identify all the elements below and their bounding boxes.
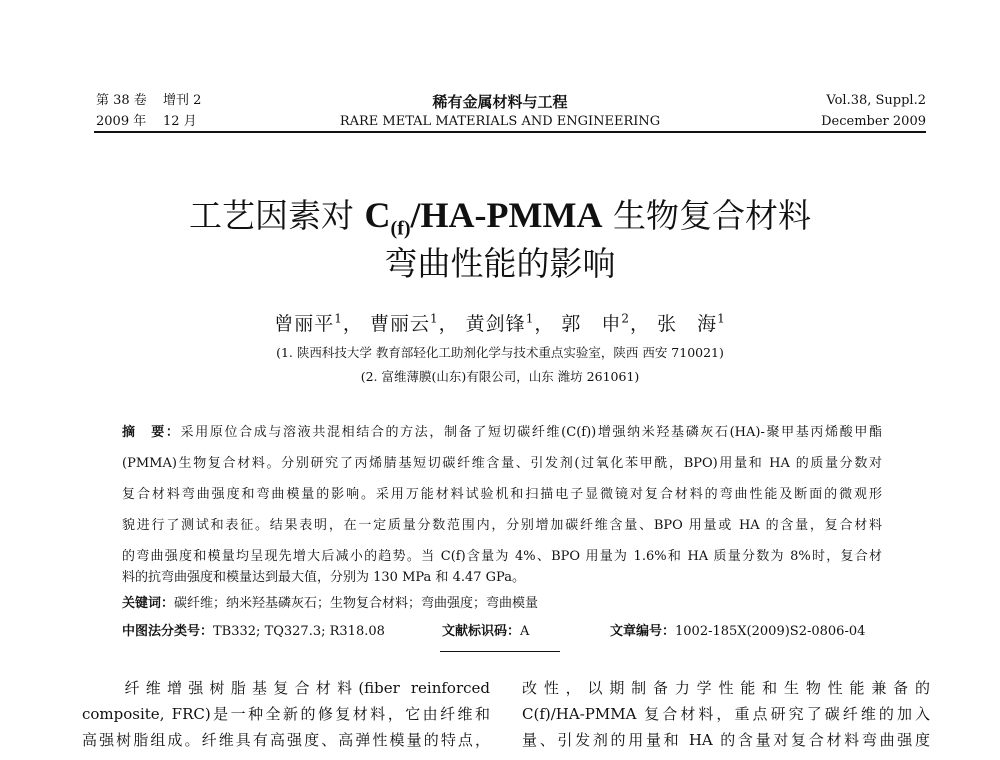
journal-title-en: RARE METAL MATERIALS AND ENGINEERING bbox=[339, 114, 661, 129]
title-subscript: (f) bbox=[390, 217, 411, 240]
paper-title-line2: 弯曲性能的影响 bbox=[384, 244, 616, 283]
keywords bbox=[122, 592, 538, 611]
clc-number bbox=[122, 620, 385, 639]
issue: 增刊 2 bbox=[163, 93, 202, 108]
article-value: 1002-185X(2009)S2-0806-04 bbox=[675, 624, 866, 639]
author: 郭 申$^2$ bbox=[561, 311, 631, 335]
paper-title-line1 bbox=[0, 190, 1000, 241]
year: 2009 年 bbox=[96, 114, 147, 129]
body-right-line: 改性，以期制备力学性能和生物性能兼备的 bbox=[522, 679, 930, 697]
document-code bbox=[442, 620, 529, 639]
author-list: 曾丽平$^1$， 曹丽云$^1$， 黄剑锋$^1$， 郭 申$^2$， 张 海$^1$ bbox=[274, 311, 726, 335]
abstract-text: 采用原位合成与溶液共混相结合的方法，制备了短切碳纤维(C(f))增强纳米羟基磷灰石(HA)-聚甲基丙烯酸甲酯 bbox=[180, 425, 882, 440]
volume: 第 38 卷 bbox=[96, 93, 147, 108]
author: 曾丽平$^1$ bbox=[274, 311, 343, 335]
doc-value: A bbox=[520, 624, 530, 639]
body-left-line: 纤维增强树脂基复合材料(fiber reinforced bbox=[82, 679, 490, 697]
body-left-line: composite, FRC)是一种全新的修复材料，它由纤维和 bbox=[82, 705, 490, 723]
abstract-line: 貌进行了测试和表征。结果表明，在一定质量分数范围内，分别增加碳纤维含量、BPO 用量或 HA 的含量，复合材料 bbox=[122, 518, 882, 533]
doc-label: 文献标识码： bbox=[442, 624, 521, 639]
abstract-line: 复合材料弯曲强度和弯曲模量的影响。采用万能材料试验机和扫描电子显微镜对复合材料的弯曲性能及断面的微观形 bbox=[122, 487, 882, 502]
affiliation-1: (1. 陕西科技大学 教育部轻化工助剂化学与技术重点实验室，陕西 西安 710021) bbox=[276, 345, 724, 360]
abstract-label: 摘 要： bbox=[122, 425, 181, 440]
body-right-line: 量、引发剂的用量和 HA 的含量对复合材料弯曲强度 bbox=[522, 731, 930, 749]
keywords-label: 关键词： bbox=[122, 596, 175, 611]
volume-en: Vol.38, Suppl.2 bbox=[826, 93, 926, 108]
clc-label: 中图法分类号： bbox=[122, 624, 214, 639]
date-en: December 2009 bbox=[821, 114, 926, 129]
affiliation-2: (2. 富维薄膜(山东)有限公司，山东 潍坊 261061) bbox=[360, 369, 640, 384]
abstract-line bbox=[122, 425, 882, 441]
clc-value: TB332; TQ327.3; R318.08 bbox=[213, 624, 385, 639]
author: 黄剑锋$^1$ bbox=[465, 311, 535, 335]
title-text: /HA-PMMA bbox=[410, 195, 603, 235]
journal-title-cn: 稀有金属材料与工程 bbox=[432, 93, 568, 111]
header-rule bbox=[94, 131, 926, 133]
keywords-text: 碳纤维；纳米羟基磷灰石；生物复合材料；弯曲强度；弯曲模量 bbox=[174, 596, 539, 611]
abstract-line: 的弯曲强度和模量均呈现先增大后减小的趋势。当 C(f)含量为 4%、BPO 用量为 1.6%和 HA 质量分数为 8%时，复合材 bbox=[122, 549, 882, 564]
month: 12 月 bbox=[163, 114, 197, 129]
body-right-line: C(f)/HA-PMMA 复合材料，重点研究了碳纤维的加入 bbox=[522, 705, 930, 723]
author: 张 海$^1$ bbox=[657, 311, 726, 335]
body-left-line: 高强树脂组成。纤维具有高强度、高弹性模量的特点， bbox=[82, 731, 490, 749]
section-divider bbox=[440, 651, 560, 652]
author: 曹丽云$^1$ bbox=[369, 311, 439, 335]
title-text: 生物复合材料 bbox=[602, 196, 811, 235]
abstract-line: (PMMA)生物复合材料。分别研究了丙烯腈基短切碳纤维含量、引发剂(过氧化苯甲酰，BPO)用量和 HA 的质量分数对 bbox=[122, 456, 882, 471]
article-number bbox=[610, 620, 865, 639]
title-text: 工艺因素对 bbox=[189, 196, 365, 235]
article-label: 文章编号： bbox=[610, 624, 676, 639]
title-text: C bbox=[364, 195, 391, 235]
abstract-line: 料的抗弯曲强度和模量达到最大值，分别为 130 MPa 和 4.47 GPa。 bbox=[122, 570, 525, 585]
